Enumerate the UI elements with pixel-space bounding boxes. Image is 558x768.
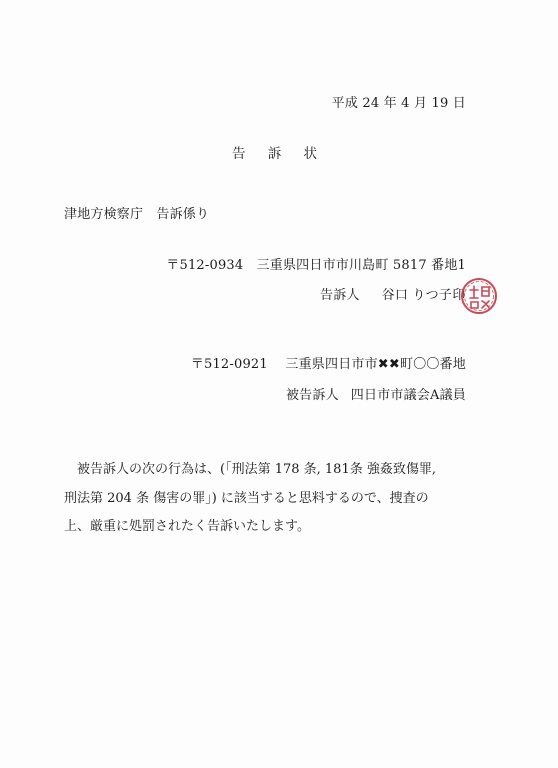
complainant-name: 谷口 りつ子: [381, 288, 452, 303]
complainant-address: 〒512-0934 三重県四日市市川島町 5817 番地1: [166, 258, 466, 273]
complaint-body: [64, 456, 474, 542]
document-date: 平成 24 年 4 月 19 日: [331, 96, 466, 111]
complaint-body-text: 被告訴人の次の行為は、(「刑法第 178 条, 181条 強姦致傷罪, 刑法第 204 条 傷害の罪」) に該当すると思料するので、捜査の 上、厳重に処罰されたく告訴いたします。: [64, 462, 436, 534]
recipient: 津地方検察庁 告訴係り: [64, 207, 210, 222]
defendant-address: 〒512-0921 三重県四日市市✖✖町〇〇番地: [190, 357, 466, 372]
defendant-line: [286, 388, 466, 404]
document-title: 告 訴 状: [231, 146, 327, 162]
defendant-name: 四日市市議会A議員: [350, 388, 466, 403]
complainant-line: [320, 288, 466, 304]
defendant-role: 被告訴人: [285, 388, 339, 403]
hanko-seal-icon: [459, 276, 499, 316]
complainant-role: 告訴人: [320, 288, 360, 303]
seal-mark-text: 印: [452, 288, 466, 303]
